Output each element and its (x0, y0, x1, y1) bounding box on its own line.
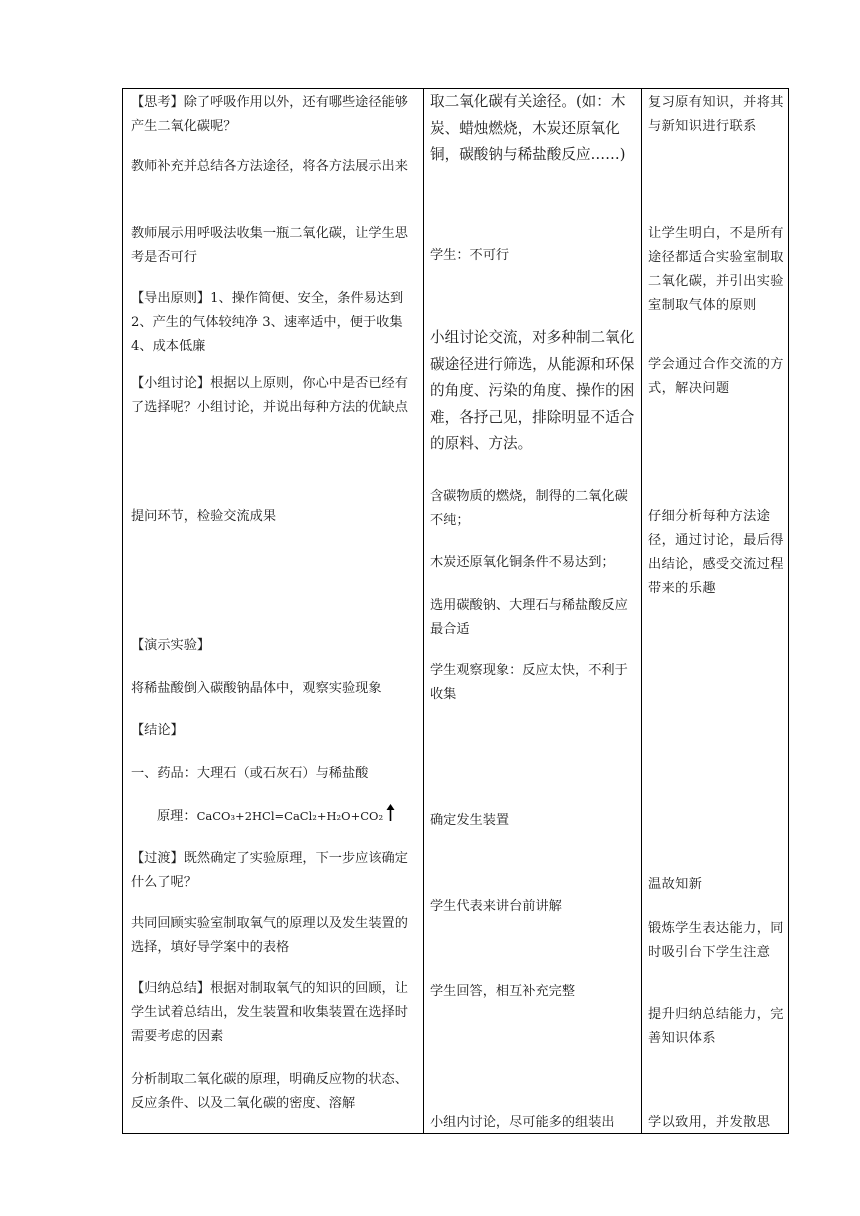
text-paragraph: 教师展示用呼吸法收集一瓶二氧化碳，让学生思考是否可行 (131, 226, 408, 265)
text-paragraph: 学生观察现象：反应太快，不利于收集 (430, 663, 628, 702)
text-paragraph: 让学生明白，不是所有途径都适合实验室制取二氧化碳，并引出实验室制取气体的原则 (648, 226, 784, 313)
gas-arrow-icon (386, 804, 395, 822)
text-paragraph: 温故知新 (648, 877, 703, 892)
text-paragraph: 含碳物质的燃烧，制得的二氧化碳不纯； (430, 489, 628, 528)
text-paragraph: 仔细分析每种方法途径，通过讨论，最后得出结论，感受交流过程带来的乐趣 (648, 509, 784, 596)
text-paragraph: 【小组讨论】根据以上原则，你心中是否已经有了选择呢？小组讨论，并说出每种方法的优缺点 (131, 376, 408, 415)
text-paragraph: 【思考】除了呼吸作用以外，还有哪些途径能够产生二氧化碳呢？ (131, 95, 408, 134)
text-paragraph: 复习原有知识，并将其与新知识进行联系 (648, 95, 784, 134)
text-paragraph: 【导出原则】1、操作简便、安全，条件易达到 2、产生的气体较纯净 3、速率适中，便于收集 4、成本低廉 (131, 291, 404, 354)
section-heading: 【结论】 (131, 723, 184, 738)
text-paragraph: 锻炼学生表达能力，同时吸引台下学生注意 (648, 921, 784, 960)
text-paragraph: 提升归纳总结能力，完善知识体系 (648, 1007, 784, 1046)
text-paragraph: 【归纳总结】根据对制取氧气的知识的回顾，让学生试着总结出，发生装置和收集装置在选择时需要考虑的因素 (131, 981, 408, 1044)
text-paragraph: 学生回答，相互补充完整 (430, 984, 576, 999)
section-heading: 【演示实验】 (131, 638, 211, 653)
text-paragraph: 学生代表来讲台前讲解 (430, 899, 562, 914)
text-paragraph: 学生：不可行 (430, 248, 510, 263)
text-paragraph: 学以致用，并发散思 (648, 1115, 771, 1130)
text-paragraph: 将稀盐酸倒入碳酸钠晶体中，观察实验现象 (131, 681, 382, 696)
text-paragraph: 确定发生装置 (430, 813, 510, 828)
text-paragraph: 学会通过合作交流的方式，解决问题 (648, 357, 784, 396)
text-paragraph: 分析制取二氧化碳的原理，明确反应物的状态、反应条件、以及二氧化碳的密度、溶解 (131, 1072, 408, 1111)
reaction-equation (131, 804, 417, 829)
equation-label: 原理： (157, 809, 197, 824)
text-paragraph: 小组内讨论，尽可能多的组装出 (430, 1115, 615, 1130)
equation-text: CaCO₃+2HCl=CaCl₂+H₂O+CO₂ (196, 809, 384, 823)
design-intent-column (641, 89, 788, 1133)
teacher-activity-column (123, 89, 423, 1133)
text-paragraph: 提问环节，检验交流成果 (131, 509, 277, 524)
text-paragraph: 一、药品：大理石（或石灰石）与稀盐酸 (131, 766, 369, 781)
text-paragraph: 教师补充并总结各方法途径，将各方法展示出来 (131, 159, 408, 174)
text-paragraph: 【过渡】既然确定了实验原理，下一步应该确定什么了呢？ (131, 851, 408, 890)
text-paragraph: 小组讨论交流，对多种制二氧化碳途径进行筛选，从能源和环保的角度、污染的角度、操作的困难，各抒己见，排除明显不适合的原料、方法。 (430, 329, 635, 452)
student-activity-column (423, 89, 641, 1133)
lesson-plan-table (122, 88, 789, 1134)
text-paragraph: 取二氧化碳有关途径。(如：木炭、蜡烛燃烧，木炭还原氧化铜，碳酸钠与稀盐酸反应……) (430, 93, 626, 163)
text-paragraph: 选用碳酸钠、大理石与稀盐酸反应最合适 (430, 598, 628, 637)
text-paragraph: 共同回顾实验室制取氧气的原理以及发生装置的选择，填好导学案中的表格 (131, 916, 408, 955)
text-paragraph: 木炭还原氧化铜条件不易达到； (430, 555, 615, 570)
